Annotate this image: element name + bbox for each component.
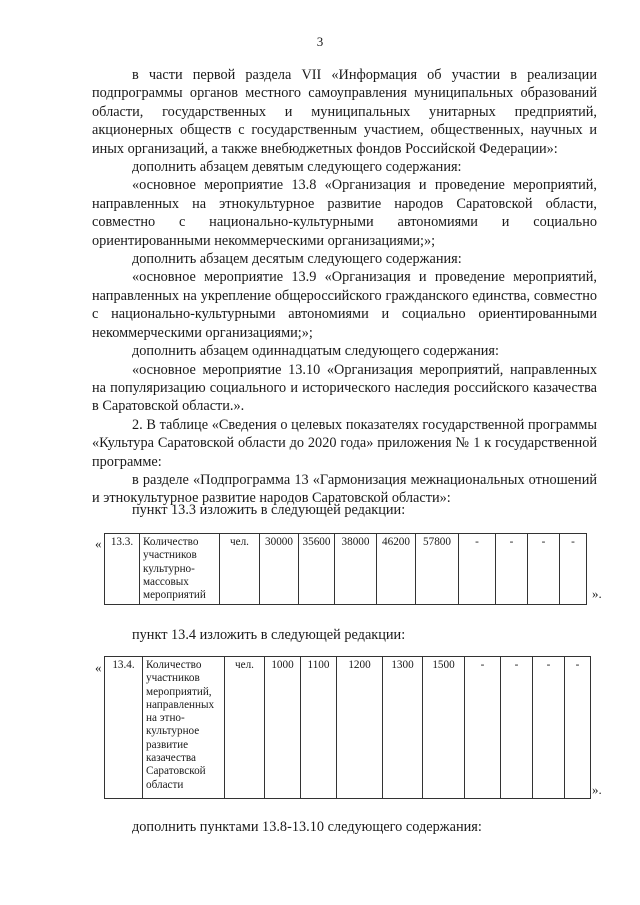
value-cell: 35600 <box>299 534 335 605</box>
value-cell: - <box>465 657 501 799</box>
row-number: 13.4. <box>105 657 143 799</box>
table-row <box>105 657 591 799</box>
row-number: 13.3. <box>105 534 140 605</box>
indicator-table-13-4 <box>104 656 591 799</box>
value-cell: - <box>528 534 560 605</box>
paragraph-section-vii: в части первой раздела VII «Информация об участии в реализации подпрограммы органов местного самоуправления муниципальных образований области, государственных и муниципальных унитарных предприятий, акционерных обществ с государственным участием, общественных, научных и иных организаций, а также внебюджетных фондов Российской Федерации»: <box>92 67 597 157</box>
paragraph-subprogram-13: в разделе «Подпрограмма 13 «Гармонизация межнациональных отношений и этнокультурное развитие народов Саратовской области»: <box>92 471 597 507</box>
unit: чел. <box>220 534 260 605</box>
value-cell: - <box>533 657 565 799</box>
quote-open-13-3: « <box>95 536 102 551</box>
value-cell: - <box>496 534 528 605</box>
value-cell: 46200 <box>377 534 416 605</box>
quote-open-13-4: « <box>95 660 102 675</box>
paragraph-add-eleventh: дополнить абзацем одиннадцатым следующего содержания: <box>132 343 499 360</box>
value-cell: - <box>565 657 591 799</box>
value-cell: 1500 <box>423 657 465 799</box>
indicator-name: Количество участников мероприятий, направленных на этно-культурное развитие казачества Саратовской области <box>143 657 225 799</box>
value-cell: 30000 <box>260 534 299 605</box>
table-13-4 <box>104 656 591 799</box>
unit: чел. <box>225 657 265 799</box>
value-cell: 1200 <box>337 657 383 799</box>
item-13-3-heading: пункт 13.3 изложить в следующей редакции: <box>132 502 406 518</box>
paragraph-add-tenth: дополнить абзацем десятым следующего содержания: <box>132 251 462 268</box>
value-cell: 57800 <box>416 534 459 605</box>
item-13-4-heading: пункт 13.4 изложить в следующей редакции: <box>132 627 406 643</box>
quote-close-13-4: ». <box>592 782 602 797</box>
paragraph-activity-13-10: «основное мероприятие 13.10 «Организация мероприятий, направленных на популяризацию социального и исторического наследия российского казачества в Саратовской области.». <box>92 361 597 415</box>
table-13-3 <box>104 533 587 605</box>
paragraph-activity-13-8: «основное мероприятие 13.8 «Организация и проведение мероприятий, направленных на этнокультурное развитие народов Саратовской области, совместно с национально-культурными автономиями и социально ориентированными некоммерческими организациями;»; <box>92 177 597 249</box>
final-instruction: дополнить пунктами 13.8-13.10 следующего содержания: <box>132 819 482 835</box>
indicator-name: Количество участников культурно-массовых мероприятий <box>140 534 220 605</box>
page-number: 3 <box>316 34 324 49</box>
indicator-table-13-3 <box>104 533 587 605</box>
value-cell: 38000 <box>335 534 377 605</box>
value-cell: - <box>560 534 587 605</box>
value-cell: 1000 <box>265 657 301 799</box>
table-row <box>105 534 587 605</box>
quote-close-13-3: ». <box>592 586 602 601</box>
value-cell: - <box>459 534 496 605</box>
value-cell: 1300 <box>383 657 423 799</box>
value-cell: 1100 <box>301 657 337 799</box>
body-text <box>92 66 597 508</box>
paragraph-add-ninth: дополнить абзацем девятым следующего содержания: <box>132 159 462 176</box>
value-cell: - <box>501 657 533 799</box>
paragraph-activity-13-9: «основное мероприятие 13.9 «Организация и проведение мероприятий, направленных на укрепление общероссийского гражданского единства, совместно с национально-культурными автономиями и социально ориентированными некоммерческими организациями;»; <box>92 269 597 341</box>
paragraph-table-intro: 2. В таблице «Сведения о целевых показателях государственной программы «Культура Саратовской области до 2020 года» приложения № 1 к государственной программе: <box>92 416 597 470</box>
